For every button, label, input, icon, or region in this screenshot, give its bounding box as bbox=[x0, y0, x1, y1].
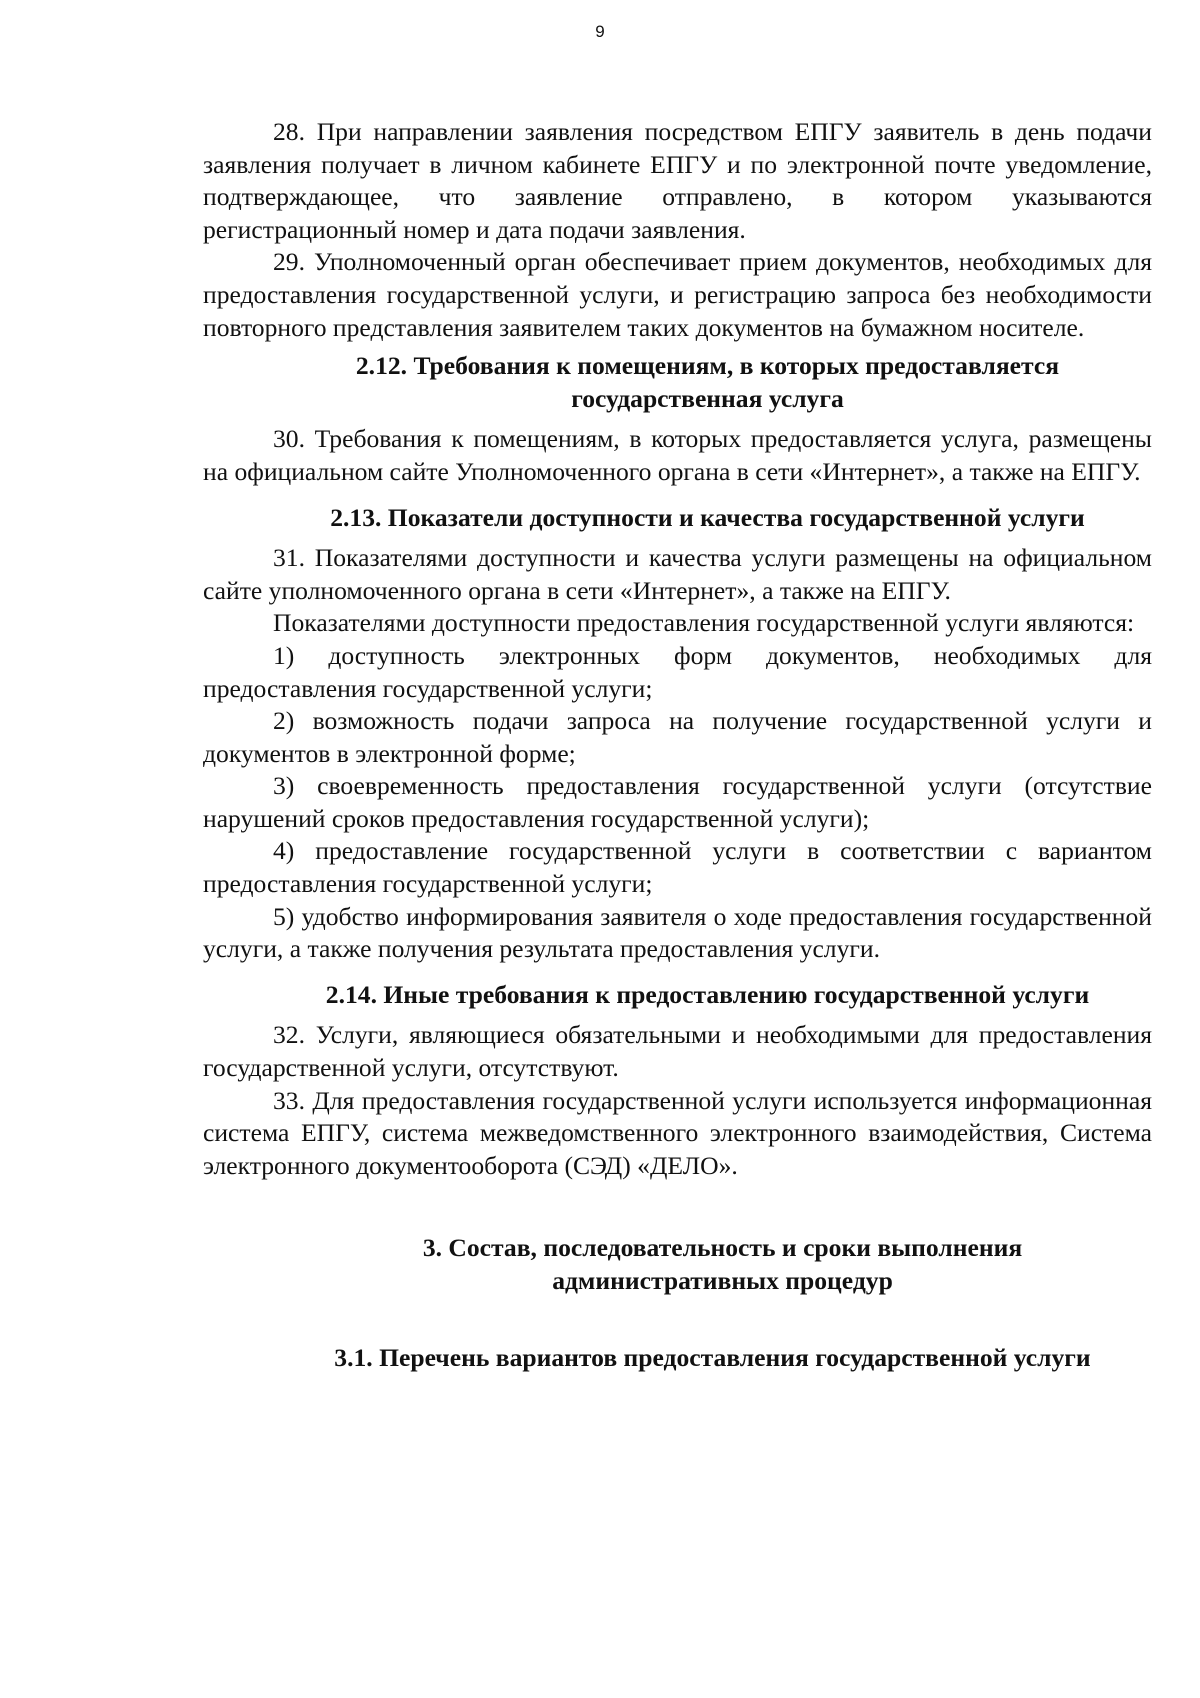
paragraph-33: 33. Для предоставления государственной услуги используется информационная система ЕПГУ, система межведомственного электронного взаимодействия, Система электронного документооборота (СЭД) «ДЕЛО». bbox=[203, 1085, 1152, 1180]
section-heading-2-14: 2.14. Иные требования к предоставлению государственной услуги bbox=[325, 979, 1090, 1009]
section-heading-3: 3. Состав, последовательность и сроки выполнения административных процедур bbox=[422, 1233, 1023, 1295]
list-item-3: 3) своевременность предоставления государственной услуги (отсутствие нарушений сроков предоставления государственной услуги); bbox=[203, 771, 1152, 833]
page-number: 9 bbox=[595, 22, 605, 41]
list-item-5: 5) удобство информирования заявителя о ходе предоставления государственной услуги, а также получения результата предоставления услуги. bbox=[203, 901, 1152, 964]
paragraph-indicators-intro: Показателями доступности предоставления государственной услуги являются: bbox=[273, 608, 1135, 638]
section-heading-3-1: 3.1. Перечень вариантов предоставления государственной услуги bbox=[334, 1342, 1091, 1372]
paragraph-32: 32. Услуги, являющиеся обязательными и необходимыми для предоставления государственной услуги, отсутствуют. bbox=[203, 1020, 1152, 1083]
section-heading-2-13: 2.13. Показатели доступности и качества государственной услуги bbox=[330, 502, 1085, 532]
paragraph-31: 31. Показателями доступности и качества услуги размещены на официальном сайте уполномоченного органа в сети «Интернет», а также на ЕПГУ. bbox=[203, 543, 1152, 605]
list-item-2: 2) возможность подачи запроса на получение государственной услуги и документов в электронной форме; bbox=[203, 706, 1152, 768]
section-heading-2-12: 2.12. Требования к помещениям, в которых предоставляется государственная услуга bbox=[355, 351, 1060, 413]
paragraph-28: 28. При направлении заявления посредством ЕПГУ заявитель в день подачи заявления получает в личном кабинете ЕПГУ и по электронной почте уведомление, подтверждающее, что заявление отправлено, в котором указываются регистрационный номер и дата подачи заявления. bbox=[203, 117, 1152, 244]
paragraph-30: 30. Требования к помещениям, в которых предоставляется услуга, размещены на официальном сайте Уполномоченного органа в сети «Интернет», а также на ЕПГУ. bbox=[203, 424, 1152, 486]
document-body bbox=[203, 116, 1152, 1374]
list-item-1: 1) доступность электронных форм документов, необходимых для предоставления государственной услуги; bbox=[203, 640, 1152, 703]
list-item-4: 4) предоставление государственной услуги в соответствии с вариантом предоставления государственной услуги; bbox=[203, 836, 1152, 899]
paragraph-29: 29. Уполномоченный орган обеспечивает прием документов, необходимых для предоставления государственной услуги, и регистрацию запроса без необходимости повторного представления заявителем таких документов на бумажном носителе. bbox=[203, 247, 1152, 342]
